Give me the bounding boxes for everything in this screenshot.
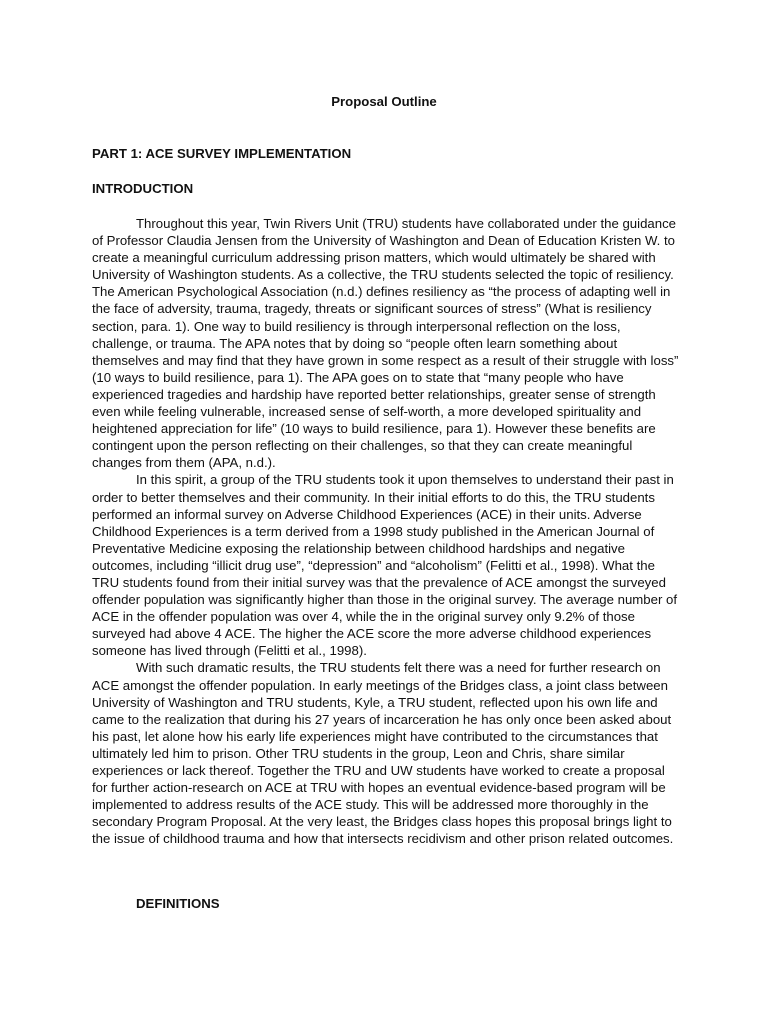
paragraph: In this spirit, a group of the TRU students took it upon themselves to understand their past in order to better themselves and their community. In their initial efforts to do this, the TRU students performed an informal survey on Adverse Childhood Experiences (ACE) in their units. Adverse Childhood Experiences is a term derived from a 1998 study published in the American Journal of Preventative Medicine exposing the relationship between childhood hardships and negative outcomes, including “illicit drug use”, “depression” and “alcoholism” (Felitti et al., 1998). What the TRU students found from their initial survey was that the prevalence of ACE amongst the surveyed offender population was significantly higher than those in the original survey. The average number of ACE in the offender population was over 4, while the in the original survey only 9.2% of those surveyed had above 4 ACE. The higher the ACE score the more adverse childhood experiences someone has lived through (Felitti et al., 1998). bbox=[92, 472, 678, 659]
introduction-body bbox=[92, 215, 680, 847]
paragraph: Throughout this year, Twin Rivers Unit (TRU) students have collaborated under the guidance of Professor Claudia Jensen from the University of Washington and Dean of Education Kristen W. to create a meaningful curriculum addressing prison matters, which would ultimately be shared with University of Washington students. As a collective, the TRU students selected the topic of resiliency. The American Psychological Association (n.d.) defines resiliency as “the process of adapting well in the face of adversity, trauma, tragedy, threats or significant sources of stress” (What is resiliency section, para. 1). One way to build resiliency is through interpersonal reflection on the loss, challenge, or trauma. The APA notes that by doing so “people often learn something about themselves and may find that they have grown in some respect as a result of their struggle with loss” (10 ways to build resilience, para 1). The APA goes on to state that “many people who have experienced tragedies and hardship have reported better relationships, greater sense of strength even while feeling vulnerable, increased sense of self-worth, a more developed spirituality and heightened appreciation for life” (10 ways to build resilience, para 1). However these benefits are contingent upon the person reflecting on their challenges, so that they can create meaningful changes from them (APA, n.d.). bbox=[92, 216, 679, 471]
definitions-heading: DEFINITIONS bbox=[136, 896, 220, 911]
introduction-heading: INTRODUCTION bbox=[92, 181, 194, 196]
paragraph: With such dramatic results, the TRU students felt there was a need for further research on ACE amongst the offender population. In early meetings of the Bridges class, a joint class between University of Washington and TRU students, Kyle, a TRU student, reflected upon his own life and came to the realization that during his 27 years of incarceration he has only once been asked about his past, let alone how his early life experiences might have contributed to the circumstances that ultimately led him to prison. Other TRU students in the group, Leon and Chris, share similar experiences or lack thereof. Together the TRU and UW students have worked to create a proposal for further action-research on ACE at TRU with hopes an eventual evidence-based program will be implemented to address results of the ACE study. This will be addressed more thoroughly in the secondary Program Proposal. At the very least, the Bridges class hopes this proposal brings light to the issue of childhood trauma and how that intersects recidivism and other prison related outcomes. bbox=[92, 660, 674, 847]
part-heading: PART 1: ACE SURVEY IMPLEMENTATION bbox=[92, 146, 352, 161]
document-title: Proposal Outline bbox=[331, 94, 437, 109]
